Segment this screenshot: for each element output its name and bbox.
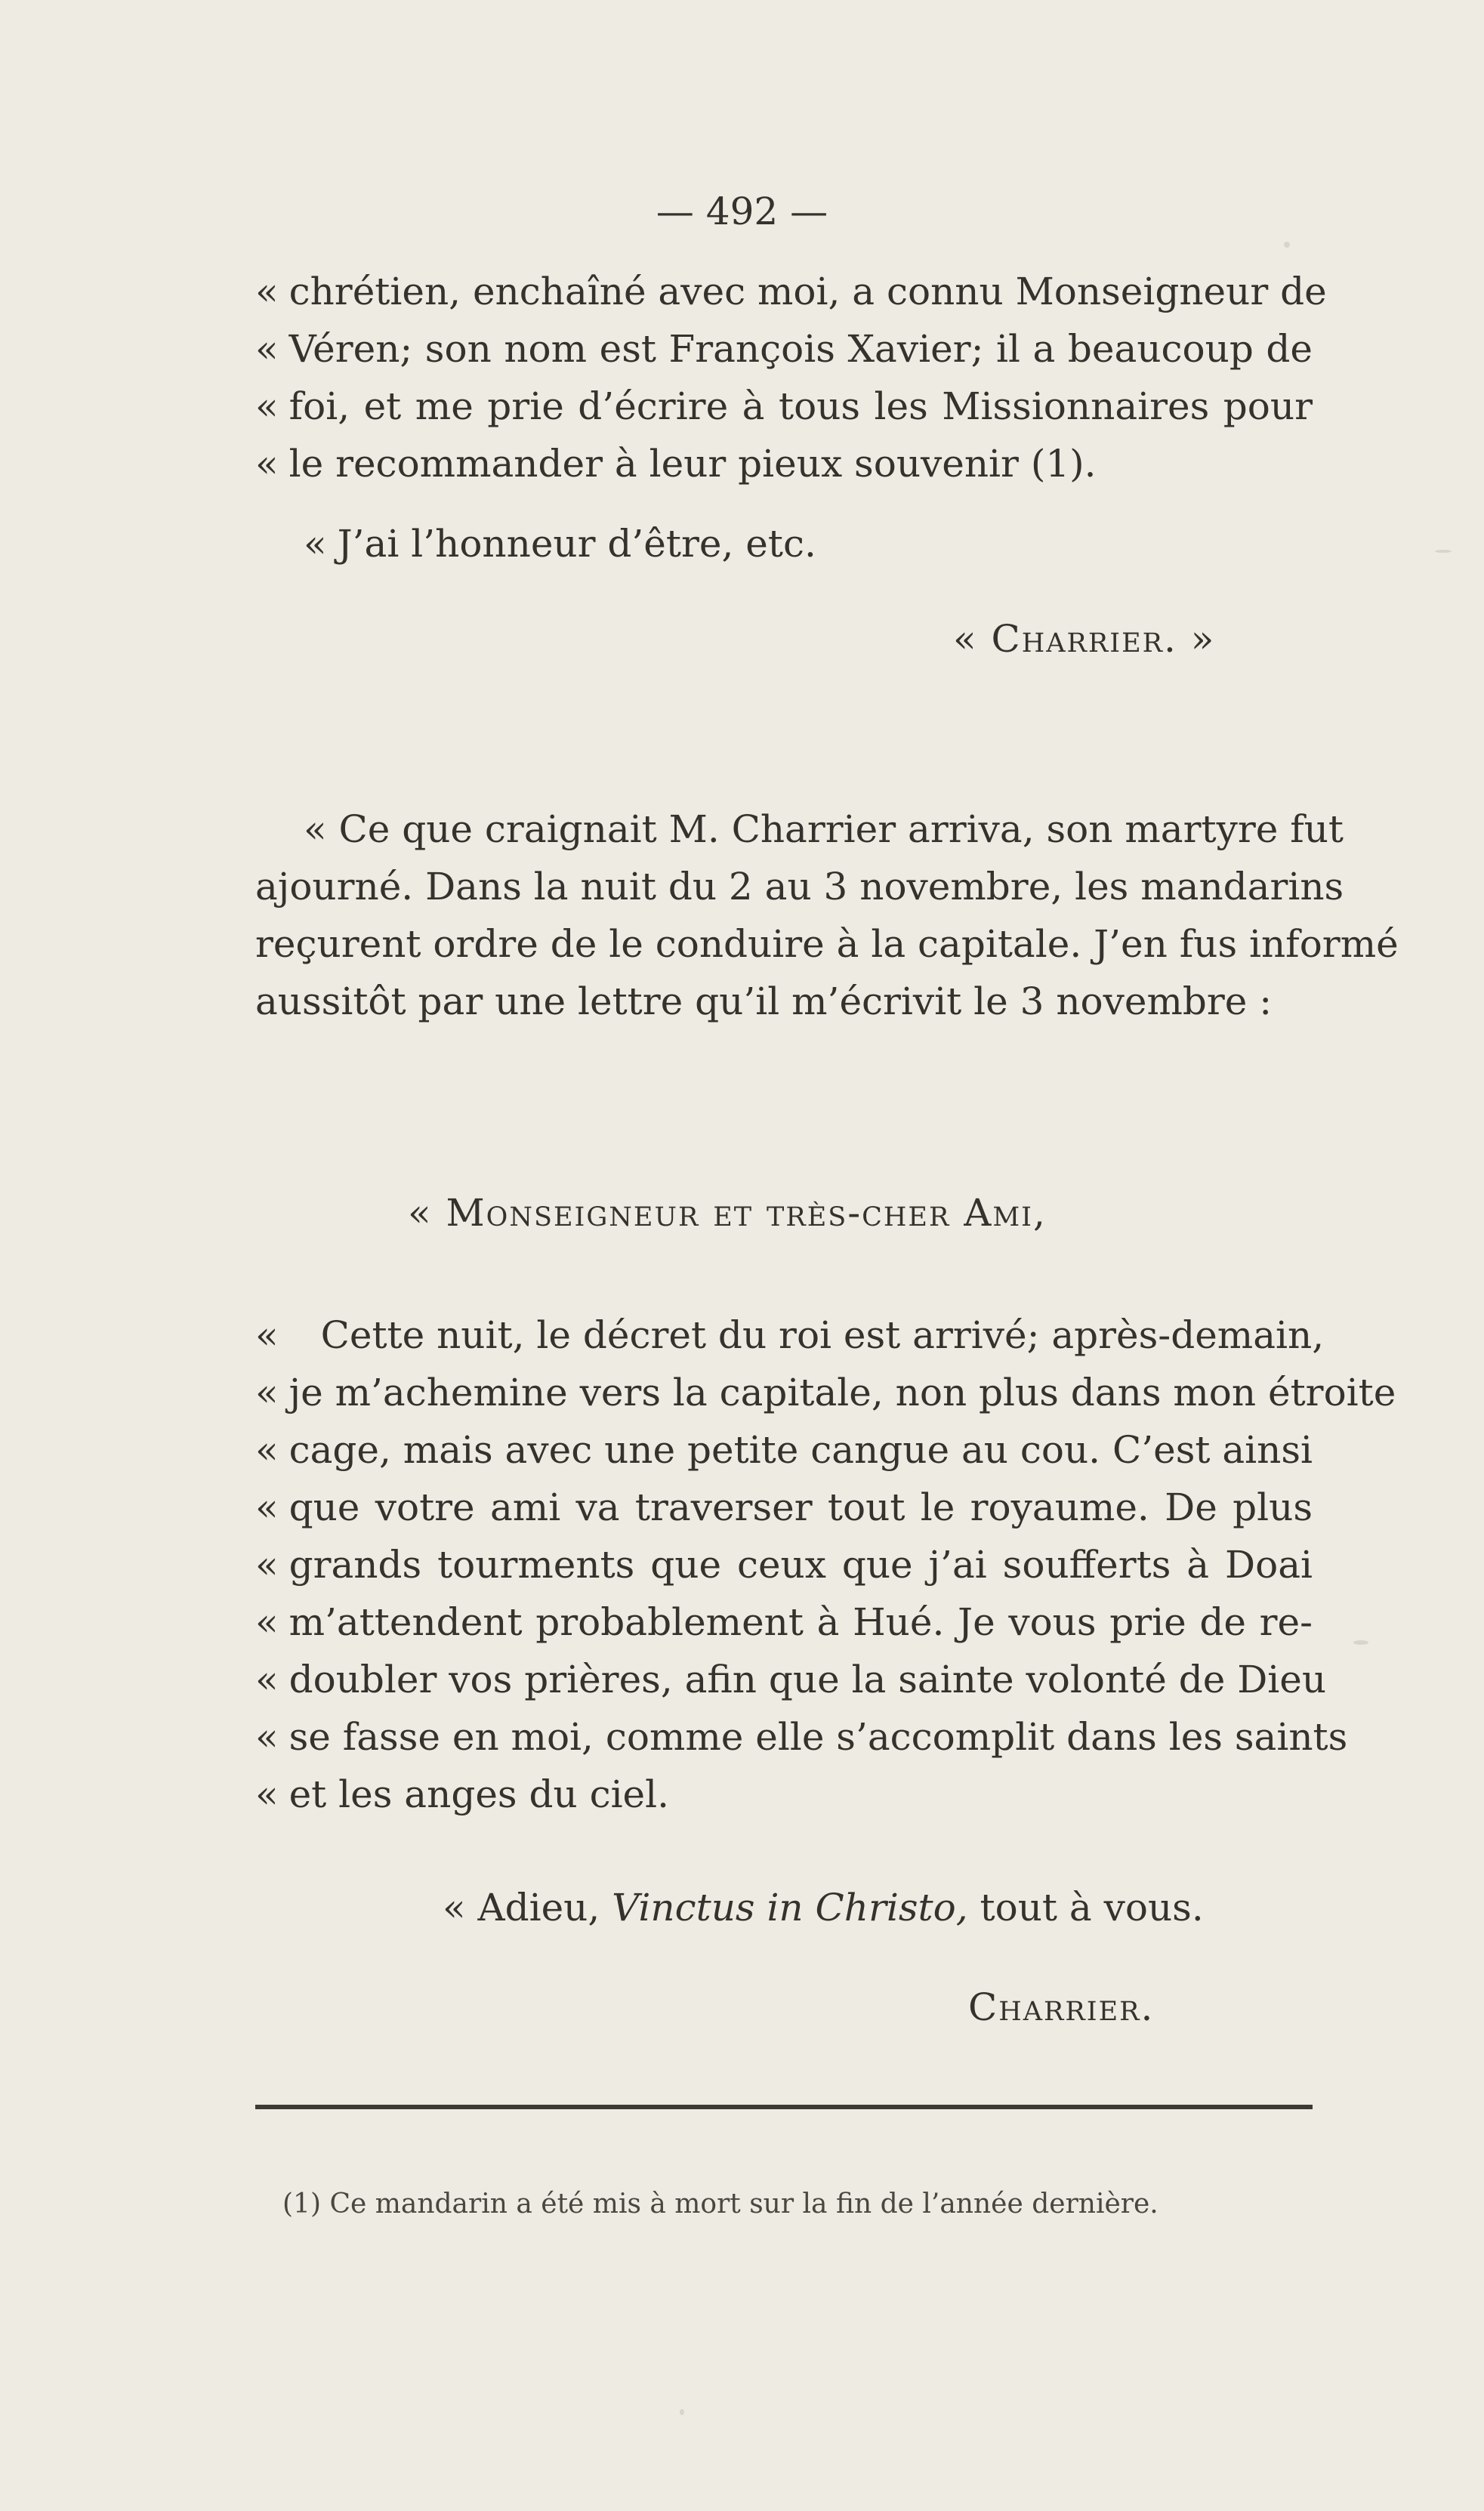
paper-speck [1435, 550, 1452, 553]
text-line: « le recommander à leur pieux souvenir (1). [255, 442, 1097, 486]
footnote-rule [255, 2105, 1313, 2109]
footnote: (1) Ce mandarin a été mis à mort sur la fin de l’année dernière. [282, 2189, 1159, 2219]
letter-line: « Cette nuit, le décret du roi est arrivé; après-demain, [255, 1313, 1325, 1357]
text-line: reçurent ordre de le conduire à la capitale. J’en fus informé [255, 922, 1399, 966]
text-line: « Ce que craignait M. Charrier arriva, son martyre fut [304, 807, 1344, 851]
text-line: aussitôt par une lettre qu’il m’écrivit le 3 novembre : [255, 979, 1273, 1023]
paper-speck [680, 2409, 684, 2415]
letter-line: « se fasse en moi, comme elle s’accomplit dans les saints [255, 1715, 1348, 1759]
page-number: — 492 — [656, 190, 828, 233]
text-line: ajourné. Dans la nuit du 2 au 3 novembre, les mandarins [255, 865, 1344, 908]
text-line: « chrétien, enchaîné avec moi, a connu Monseigneur de [255, 270, 1327, 313]
paper-speck [1284, 242, 1290, 248]
text-line: « Véren; son nom est François Xavier; il a beaucoup de [255, 327, 1313, 371]
text-line: « foi, et me prie d’écrire à tous les Missionnaires pour [255, 384, 1313, 428]
paper-speck [1353, 1640, 1368, 1645]
letter-line: « cage, mais avec une petite cangue au cou. C’est ainsi [255, 1428, 1313, 1472]
closing-formula: « J’ai l’honneur d’être, etc. [304, 522, 816, 566]
salutation: « Monseigneur et très-cher Ami, [408, 1191, 1047, 1235]
signature: Charrier. [968, 1985, 1155, 2029]
letter-line: « m’attendent probablement à Hué. Je vous prie de re- [255, 1600, 1313, 1644]
letter-line: « doubler vos prières, afin que la sainte volonté de Dieu [255, 1658, 1327, 1701]
signature: « Charrier. » [953, 617, 1216, 661]
letter-line: « que votre ami va traverser tout le royaume. De plus [255, 1485, 1313, 1529]
letter-line: « grands tourments que ceux que j’ai soufferts à Doai [255, 1543, 1313, 1587]
letter-line: « et les anges du ciel. [255, 1772, 670, 1816]
letter-line: « je m’achemine vers la capitale, non plus dans mon étroite [255, 1371, 1396, 1414]
adieu-line: « Adieu, Vinctus in Christo, tout à vous. [443, 1886, 1204, 1930]
